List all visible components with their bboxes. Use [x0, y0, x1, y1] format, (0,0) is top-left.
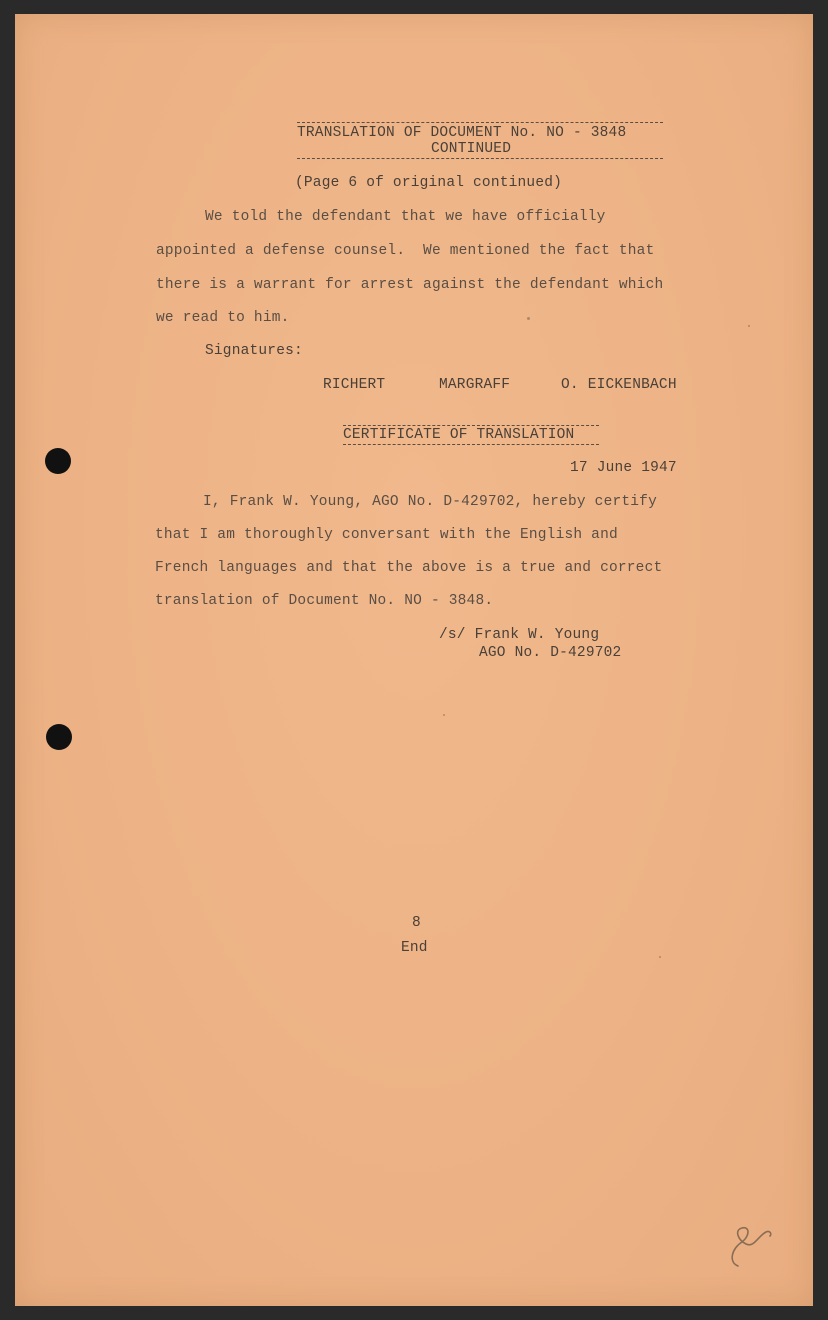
paragraph-line: appointed a defense counsel. We mentioned the fact that	[156, 243, 655, 259]
signatures-label: Signatures:	[205, 343, 303, 359]
signatory-name: RICHERT	[323, 377, 386, 393]
document-title: TRANSLATION OF DOCUMENT No. NO - 3848	[297, 125, 627, 141]
certificate-date: 17 June 1947	[570, 460, 677, 476]
punch-hole-top	[45, 448, 71, 474]
paper-speck	[748, 325, 750, 327]
title-underline	[297, 158, 663, 159]
page-number: 8	[412, 915, 421, 931]
signatory-name: O. EICKENBACH	[561, 377, 677, 393]
paragraph-line: there is a warrant for arrest against the defendant which	[156, 277, 664, 293]
certificate-underline	[343, 444, 599, 445]
certificate-line: that I am thoroughly conversant with the English and	[155, 527, 618, 543]
certificate-heading: CERTIFICATE OF TRANSLATION	[343, 427, 575, 443]
certificate-line: translation of Document No. NO - 3848.	[155, 593, 494, 609]
paper-speck	[659, 956, 661, 958]
document-title-continued: CONTINUED	[431, 141, 512, 157]
title-overline	[297, 122, 663, 123]
translator-ago-number: AGO No. D-429702	[479, 645, 622, 661]
certificate-line: French languages and that the above is a true and correct	[155, 560, 663, 576]
paragraph-line: we read to him.	[156, 310, 290, 326]
punch-hole-bottom	[46, 724, 72, 750]
translator-signature: /s/ Frank W. Young	[439, 627, 600, 643]
certificate-overline	[343, 425, 599, 426]
handwritten-initial	[720, 1214, 780, 1274]
paragraph-line: We told the defendant that we have officially	[205, 209, 606, 225]
paper-speck	[527, 317, 530, 320]
document-page	[15, 14, 813, 1306]
page-note: (Page 6 of original continued)	[295, 175, 563, 191]
paper-speck	[443, 714, 445, 716]
end-label: End	[401, 940, 428, 956]
signatory-name: MARGRAFF	[439, 377, 511, 393]
certificate-line: I, Frank W. Young, AGO No. D-429702, hereby certify	[203, 494, 657, 510]
